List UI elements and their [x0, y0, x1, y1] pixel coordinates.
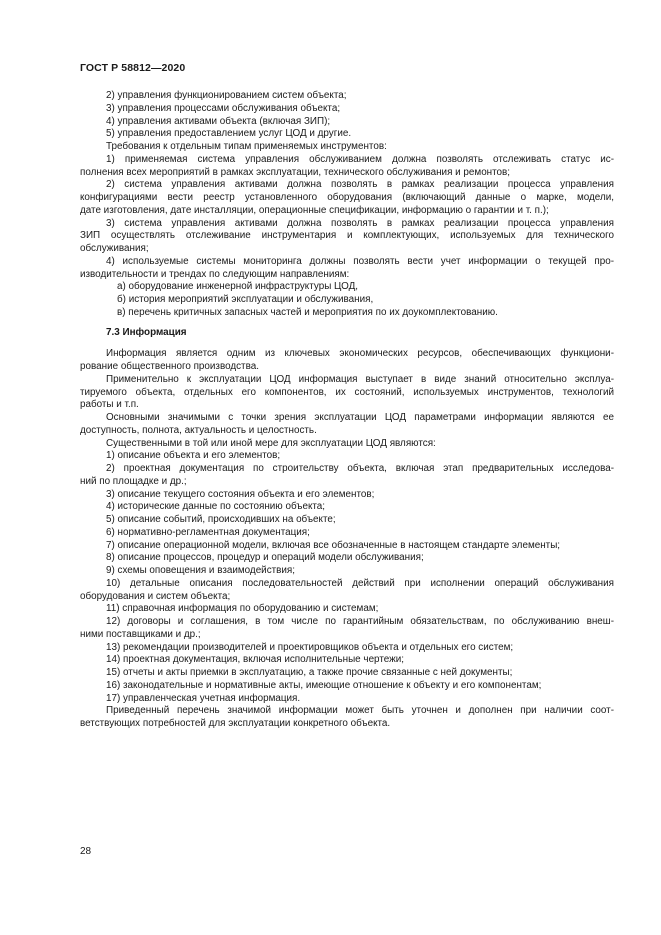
requirements-block	[80, 90, 614, 320]
text-line: а) оборудование инженерной инфраструктуры ЦОД,	[117, 281, 359, 293]
text-line: Применительно к эксплуатации ЦОД информация выступает в виде знаний относительно эксплуа-	[106, 373, 614, 385]
text-line: 10) детальные описания последовательностей действий при исполнении операций обслуживания	[106, 577, 614, 589]
text-line: 7) описание операционной модели, включая все обозначенные в настоящем стандарте элементы;	[106, 539, 561, 551]
text-line: 6) нормативно-регламентная документация;	[106, 526, 310, 538]
text-line: 15) отчеты и акты приемки в эксплуатацию, а также прочие связанные с ней документы;	[106, 667, 513, 678]
text-line: дате изготовления, дате инсталляции, операционные спецификации, информацию о гарантии и т. п.);	[80, 204, 549, 216]
text-line: 3) описание текущего состояния объекта и его элементов;	[106, 488, 375, 500]
text-line: 14) проектная документация, включая исполнительные чертежи;	[106, 654, 404, 666]
text-line: тируемого объекта, отдельных его компонентов, их состояний, используемых инструментов, технологий	[80, 386, 614, 398]
text-line: ветствующих потребностей для эксплуатации конкретного объекта.	[80, 718, 391, 729]
text-line: 1) описание объекта и его элементов;	[106, 450, 281, 462]
text-line: 5) описание событий, происходивших на объекте;	[106, 514, 336, 525]
text-line: 13) рекомендации производителей и проектировщиков объекта и отдельных его систем;	[106, 641, 514, 653]
text-line: 2) система управления активами должна позволять в рамках реализации процесса управления	[106, 179, 614, 191]
text-line: полнения всех мероприятий в рамках эксплуатации, технического обслуживания и ремонтов;	[80, 166, 511, 178]
text-line: обслуживания;	[80, 243, 149, 254]
text-line: рование общественного производства.	[80, 361, 259, 372]
text-line: 12) договоры и соглашения, в том числе по гарантийным обязательствам, по обслуживанию внеш-	[106, 616, 614, 627]
text-line: ними поставщиками и др.;	[80, 628, 201, 640]
text-line: в) перечень критичных запасных частей и мероприятия по их доукомплектованию.	[117, 306, 498, 318]
text-line: Основными значимыми с точки зрения эксплуатации ЦОД параметрами информации являются ее	[106, 412, 614, 423]
text-line: б) история мероприятий эксплуатации и обслуживания,	[117, 294, 374, 305]
text-line: 5) управления предоставлением услуг ЦОД и другие.	[106, 128, 352, 140]
text-line: изводительности и трендах по следующим направлениям:	[80, 268, 350, 280]
text-line: 4) управления активами объекта (включая ЗИП);	[106, 115, 331, 127]
text-line: 3) система управления активами должна позволять в рамках реализации процесса управления	[106, 217, 614, 229]
information-block	[80, 348, 614, 731]
text-line: оборудования и систем объекта;	[80, 590, 231, 602]
text-line: 17) управленческая учетная информация.	[106, 692, 301, 704]
text-line: Требования к отдельным типам применяемых инструментов:	[106, 141, 387, 152]
text-line: 2) управления функционированием систем объекта;	[106, 90, 347, 101]
text-line: 9) схемы оповещения и взаимодействия;	[106, 565, 296, 576]
page-number: 28	[80, 846, 92, 857]
page-body	[80, 90, 614, 731]
text-line: работы и т.п.	[80, 399, 139, 411]
text-line: 1) применяемая система управления обслуживанием должна позволять отслеживать статус ис-	[106, 153, 614, 165]
text-line: 11) справочная информация по оборудованию и системам;	[106, 603, 379, 615]
text-line: 4) используемые системы мониторинга должны позволять вести учет информации о текущей про-	[106, 255, 614, 267]
text-line: Существенными в той или иной мере для эксплуатации ЦОД являются:	[106, 437, 436, 449]
text-line: 2) проектная документация по строительству объекта, включая этап предварительных исследова-	[106, 463, 614, 474]
text-line: 4) исторические данные по состоянию объекта;	[106, 501, 326, 513]
text-line: доступность, полнота, актуальность и целостность.	[80, 424, 317, 436]
text-line: Информация является одним из ключевых экономических ресурсов, обеспечивающих функциони-	[106, 348, 614, 360]
section-heading: 7.3 Информация	[106, 326, 187, 338]
text-line: 3) управления процессами обслуживания объекта;	[106, 102, 341, 114]
text-line: ЗИП осуществлять отслеживание инструментария и комплектующих, используемых для технического	[80, 230, 614, 242]
text-line: конфигурациями вести реестр установленного оборудования (включающий данные о марке, модели,	[80, 192, 614, 203]
text-line: ний по площадке и др.;	[80, 475, 187, 487]
text-line: Приведенный перечень значимой информации может быть уточнен и дополнен при наличии соот-	[106, 705, 614, 717]
text-line: 8) описание процессов, процедур и операций модели обслуживания;	[106, 552, 424, 564]
document-header: ГОСТ Р 58812—2020	[80, 62, 186, 74]
text-line: 16) законодательные и нормативные акты, имеющие отношение к объекту и его компонентам;	[106, 679, 542, 691]
